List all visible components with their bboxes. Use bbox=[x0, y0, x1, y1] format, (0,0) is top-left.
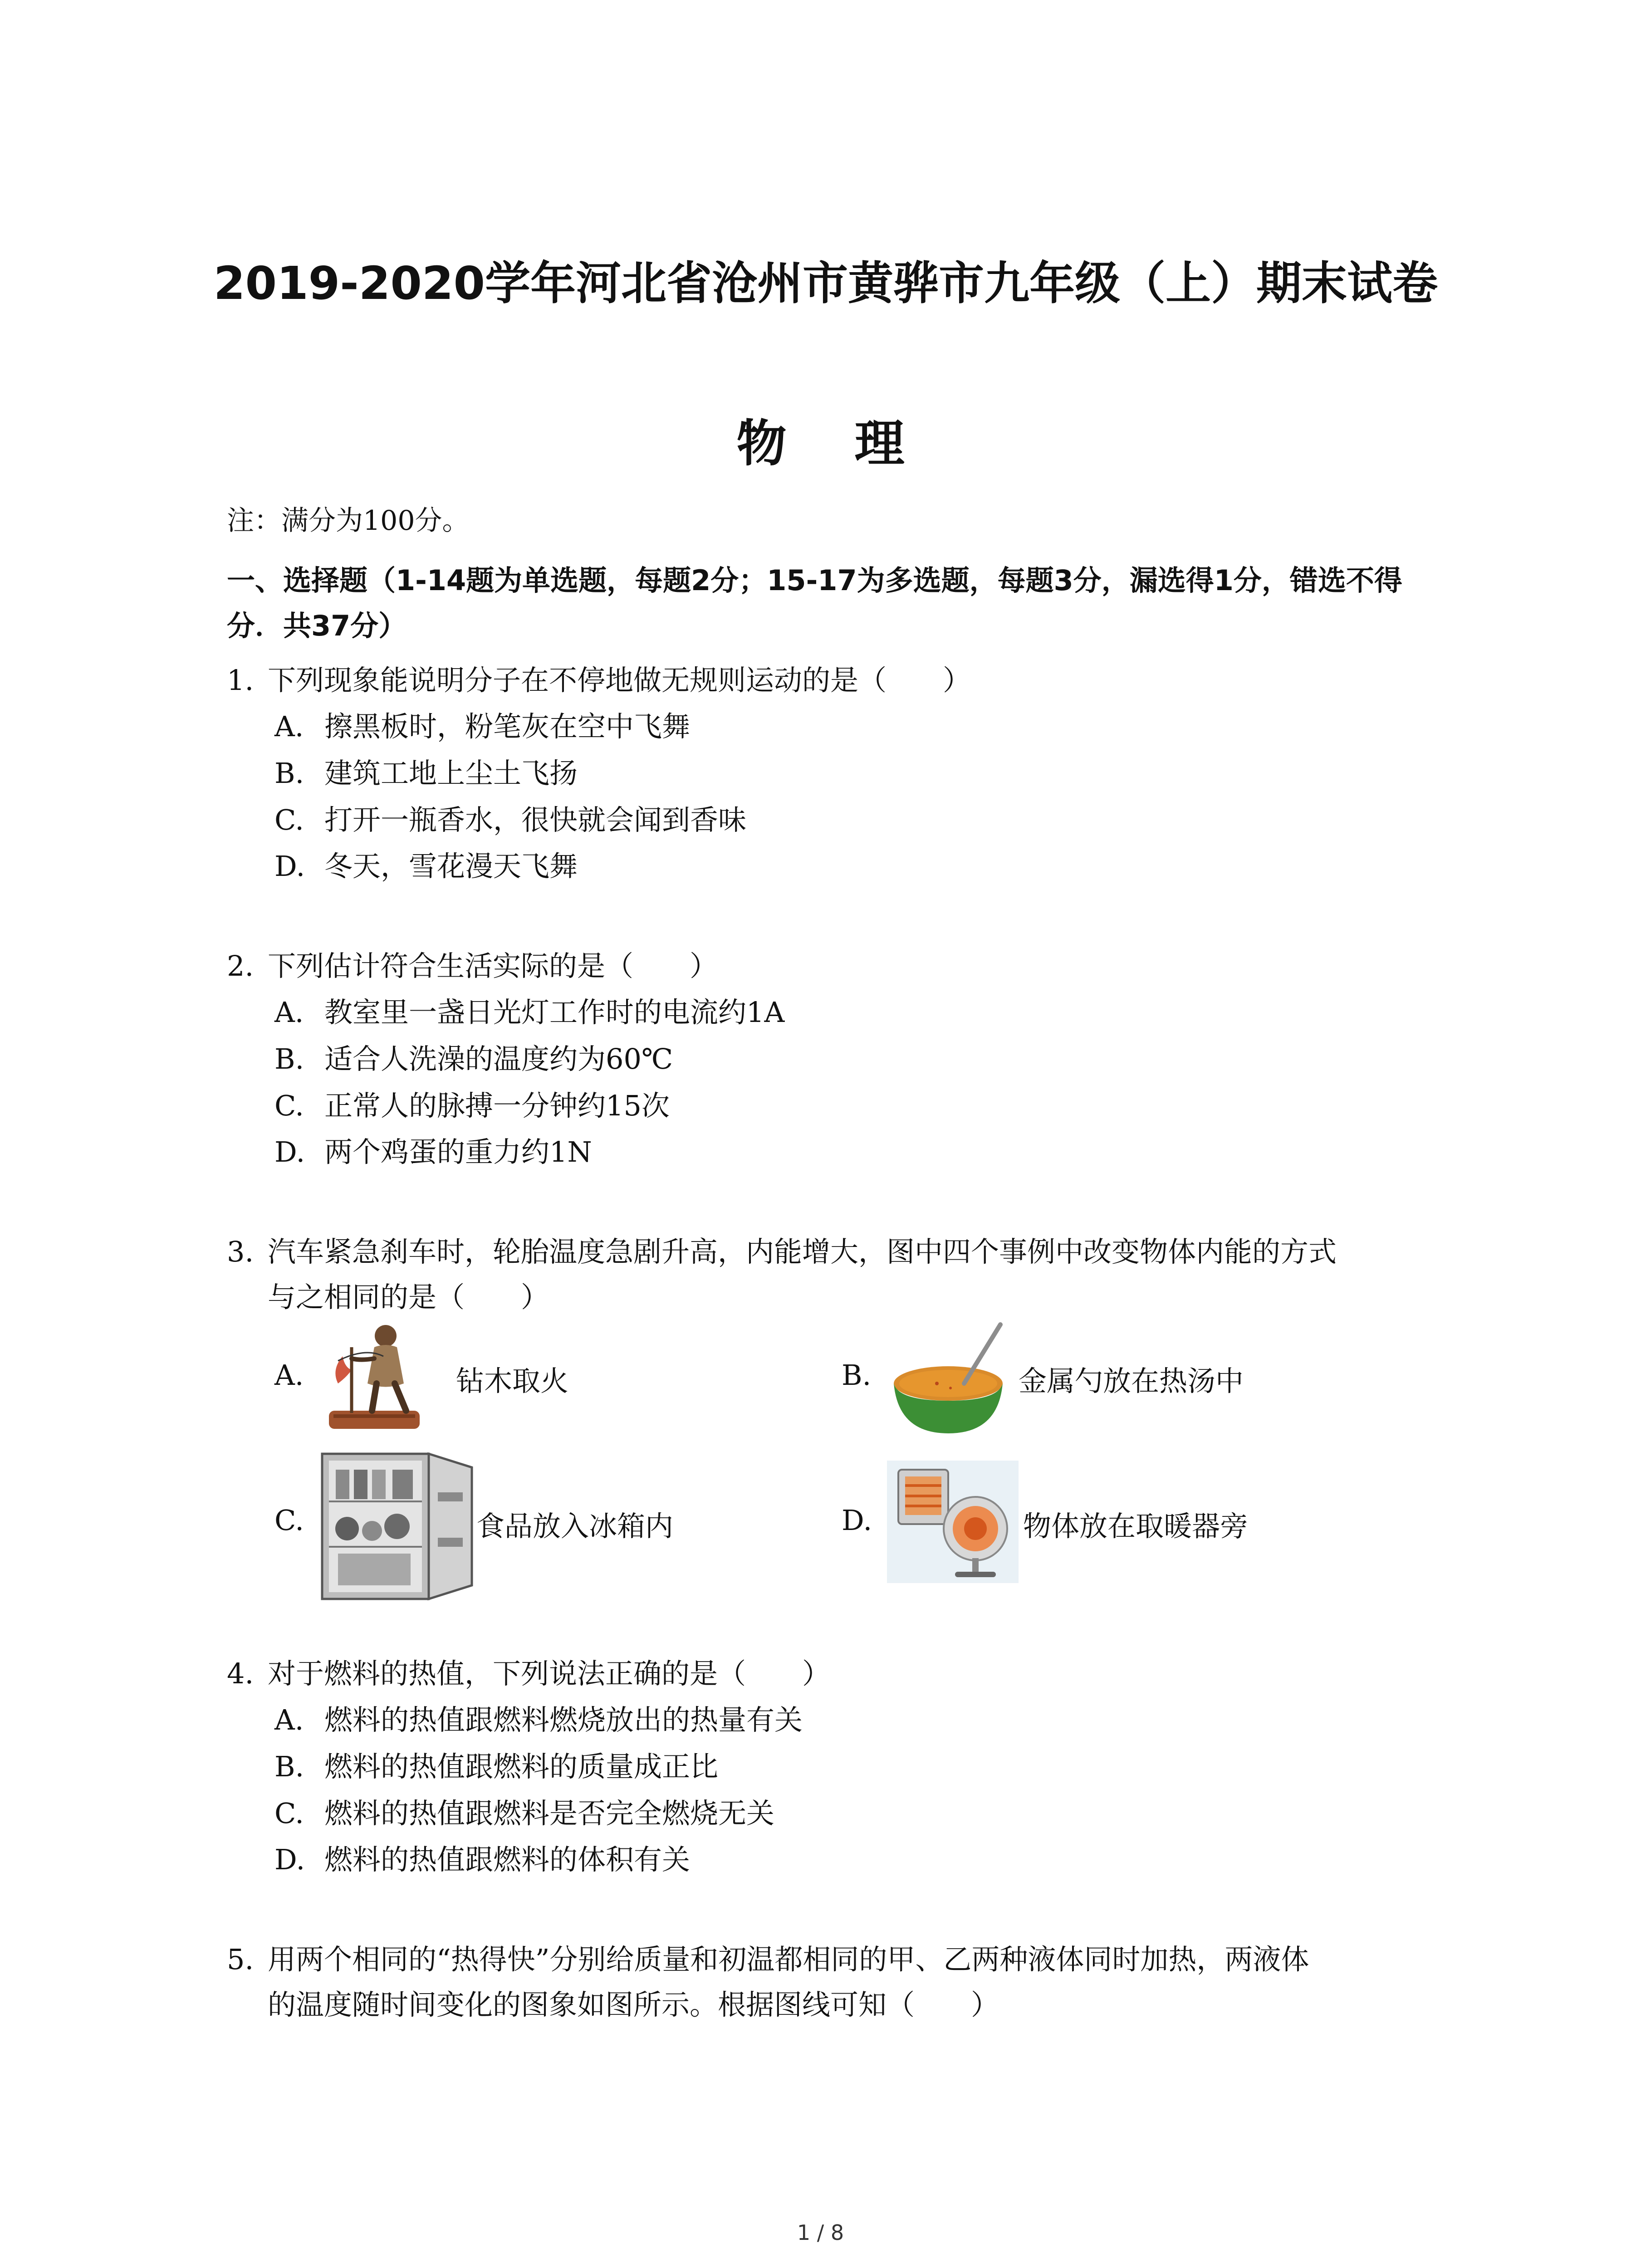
option-letter: C. bbox=[274, 803, 304, 836]
question-1-option-d bbox=[274, 844, 578, 889]
question-text: 下列估计符合生活实际的是（ ） bbox=[268, 949, 718, 982]
subject-heading: 物理 bbox=[736, 415, 973, 473]
option-text: 两个鸡蛋的重力约1N bbox=[324, 1135, 592, 1168]
heater-icon bbox=[887, 1461, 1019, 1583]
question-2-option-a bbox=[274, 990, 784, 1035]
question-5-stem bbox=[227, 1937, 1452, 2028]
question-number: 1. bbox=[227, 664, 254, 697]
question-2-option-c bbox=[274, 1083, 670, 1129]
option-text: 物体放在取暖器旁 bbox=[1023, 1510, 1249, 1543]
option-letter: C. bbox=[274, 1089, 304, 1122]
question-4-stem bbox=[227, 1651, 1452, 1696]
question-4-option-b bbox=[274, 1744, 718, 1789]
question-text-line-2: 的温度随时间变化的图象如图所示。根据图线可知（ ） bbox=[268, 1988, 999, 2021]
question-3-option-c bbox=[274, 1452, 819, 1601]
question-2-option-b bbox=[274, 1036, 673, 1082]
option-letter: B. bbox=[274, 757, 304, 790]
option-text: 燃料的热值跟燃料燃烧放出的热量有关 bbox=[324, 1703, 803, 1736]
question-4-option-a bbox=[274, 1697, 803, 1743]
question-3-stem bbox=[227, 1229, 1452, 1320]
question-number: 3. bbox=[227, 1235, 254, 1268]
question-2-stem bbox=[227, 943, 1452, 989]
option-letter: A. bbox=[274, 710, 304, 743]
question-text: 下列现象能说明分子在不停地做无规则运动的是（ ） bbox=[268, 664, 971, 697]
drilling-wood-fire-icon bbox=[320, 1315, 429, 1442]
option-letter: A. bbox=[274, 996, 304, 1029]
option-text: 教室里一盏日光灯工作时的电流约1A bbox=[324, 996, 785, 1029]
option-text: 钻木取火 bbox=[456, 1364, 569, 1398]
question-text-line-1: 汽车紧急刹车时，轮胎温度急剧升高，内能增大，图中四个事例中改变物体内能的方式 bbox=[268, 1235, 1337, 1268]
question-1-option-b bbox=[274, 751, 578, 796]
option-text: 金属勺放在热汤中 bbox=[1019, 1364, 1244, 1398]
page-number: 1 / 8 bbox=[797, 2220, 844, 2245]
option-letter: D. bbox=[274, 850, 305, 883]
question-4-option-d bbox=[274, 1837, 690, 1882]
option-letter: D. bbox=[274, 1135, 305, 1168]
page-title: 2019-2020学年河北省沧州市黄骅市九年级（上）期末试卷 bbox=[213, 257, 1438, 310]
option-letter: B. bbox=[274, 1750, 304, 1783]
option-text: 冬天，雪花漫天飞舞 bbox=[324, 850, 578, 883]
option-text: 燃料的热值跟燃料的体积有关 bbox=[324, 1843, 691, 1876]
option-text: 正常人的脉搏一分钟约15次 bbox=[324, 1089, 670, 1122]
question-text-line-2: 与之相同的是（ ） bbox=[268, 1281, 549, 1314]
question-1-option-a bbox=[274, 704, 690, 749]
option-letter: A. bbox=[274, 1703, 304, 1736]
option-text: 打开一瓶香水，很快就会闻到香味 bbox=[324, 803, 747, 836]
score-note: 注：满分为100分。 bbox=[227, 505, 470, 537]
option-letter: B. bbox=[274, 1042, 304, 1075]
question-2-option-d bbox=[274, 1129, 592, 1175]
option-letter: D. bbox=[842, 1504, 872, 1537]
option-text: 适合人洗澡的温度约为60℃ bbox=[324, 1042, 673, 1075]
option-letter: A. bbox=[274, 1359, 304, 1392]
option-text: 擦黑板时，粉笔灰在空中飞舞 bbox=[324, 710, 691, 743]
section-heading: 一、选择题（1-14题为单选题，每题2分；15-17为多选题，每题3分，漏选得1分，错选不得分．共37分） bbox=[227, 564, 1402, 642]
question-3-option-d bbox=[842, 1461, 1431, 1592]
question-3-option-b bbox=[842, 1315, 1431, 1442]
question-text: 对于燃料的热值，下列说法正确的是（ ） bbox=[268, 1657, 831, 1690]
question-number: 2. bbox=[227, 949, 254, 982]
refrigerator-icon bbox=[320, 1452, 474, 1601]
option-letter: C. bbox=[274, 1797, 304, 1830]
question-4-option-c bbox=[274, 1791, 774, 1836]
option-letter: D. bbox=[274, 1843, 305, 1876]
option-text: 燃料的热值跟燃料的质量成正比 bbox=[324, 1750, 719, 1783]
question-1-stem bbox=[227, 658, 1452, 703]
question-1-option-c bbox=[274, 797, 746, 843]
option-text: 食品放入冰箱内 bbox=[476, 1510, 674, 1543]
question-number: 4. bbox=[227, 1657, 254, 1690]
option-text: 燃料的热值跟燃料是否完全燃烧无关 bbox=[324, 1797, 775, 1830]
question-3-option-a bbox=[274, 1315, 819, 1442]
option-letter: C. bbox=[274, 1504, 304, 1537]
option-text: 建筑工地上尘土飞扬 bbox=[324, 757, 578, 790]
option-letter: B. bbox=[842, 1359, 872, 1392]
question-text-line-1: 用两个相同的“热得快”分别给质量和初温都相同的甲、乙两种液体同时加热，两液体 bbox=[268, 1943, 1309, 1976]
spoon-in-soup-icon bbox=[887, 1315, 1014, 1442]
question-number: 5. bbox=[227, 1943, 254, 1976]
